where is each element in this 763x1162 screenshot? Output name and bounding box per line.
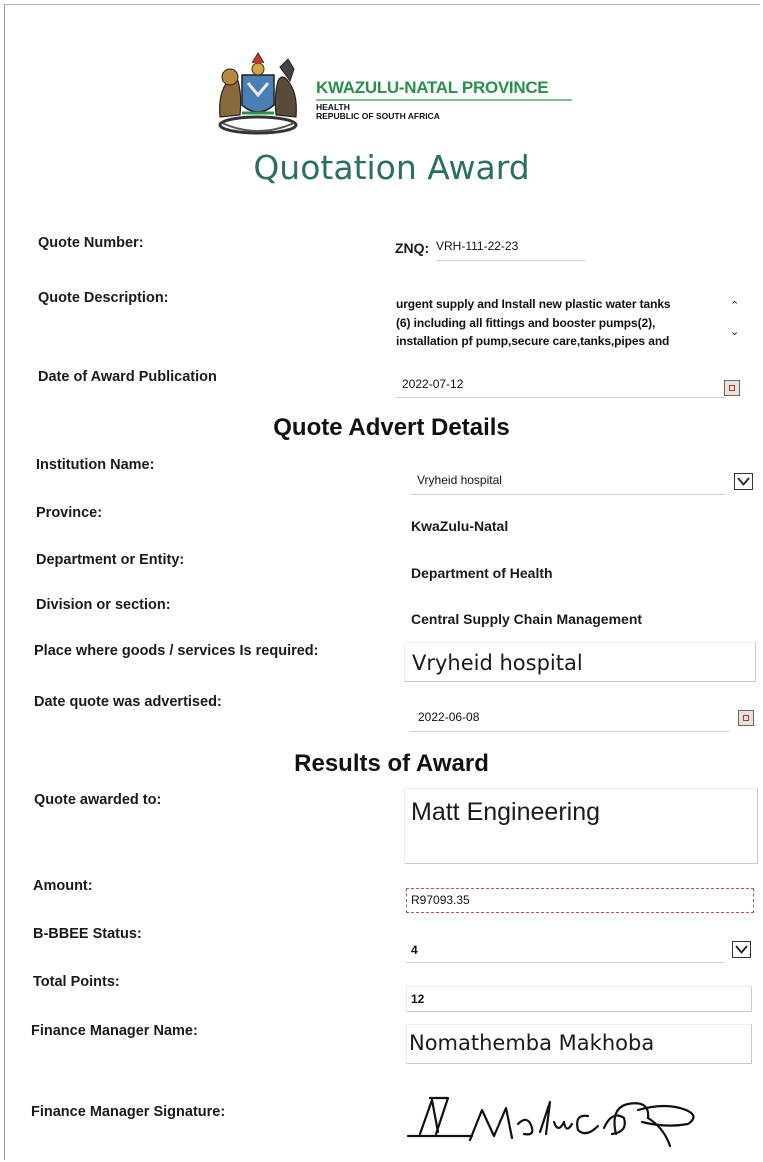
bbbee-underline xyxy=(406,962,724,963)
department-name xyxy=(316,103,440,121)
division-label: Division or section: xyxy=(36,597,171,613)
amount-label: Amount: xyxy=(33,878,93,894)
bbbee-dropdown-button[interactable] xyxy=(732,941,751,958)
department-label: HEALTH xyxy=(316,102,350,112)
signature-label: Finance Manager Signature: xyxy=(31,1104,226,1120)
total-points-label: Total Points: xyxy=(33,974,120,990)
quote-number-underline xyxy=(436,260,586,261)
chevron-down-icon xyxy=(737,477,750,486)
quote-description-label: Quote Description: xyxy=(38,290,169,306)
description-line: urgent supply and Install new plastic water tanks xyxy=(396,297,671,311)
finance-manager-value: Nomathemba Makhoba xyxy=(409,1031,655,1055)
awarded-to-label: Quote awarded to: xyxy=(34,792,162,808)
bbbee-select[interactable]: 4 xyxy=(411,943,418,957)
place-value: Vryheid hospital xyxy=(412,651,583,675)
quote-description-field[interactable] xyxy=(396,295,726,351)
coat-of-arms-icon xyxy=(212,47,304,137)
advertised-date-label: Date quote was advertised: xyxy=(34,694,222,710)
advertised-date-underline xyxy=(410,731,730,732)
section-title-results: Results of Award xyxy=(294,750,489,777)
calendar-icon[interactable] xyxy=(738,710,754,726)
calendar-icon[interactable] xyxy=(724,380,740,396)
province-value: KwaZulu-Natal xyxy=(411,518,509,534)
description-scrollbar[interactable] xyxy=(730,300,739,338)
place-label: Place where goods / services Is required: xyxy=(34,643,319,659)
total-points-field[interactable] xyxy=(406,986,752,1012)
institution-underline xyxy=(410,494,726,495)
amount-value: R97093.35 xyxy=(411,893,470,907)
handwritten-signature xyxy=(402,1088,732,1158)
advertised-date-field[interactable]: 2022-06-08 xyxy=(418,710,480,724)
publication-date-field[interactable]: 2022-07-12 xyxy=(402,377,464,391)
quote-number-field[interactable]: VRH-111-22-23 xyxy=(436,239,519,253)
scroll-up-icon[interactable]: ⌃ xyxy=(730,300,740,312)
institution-select[interactable]: Vryheid hospital xyxy=(417,473,502,487)
description-line: installation pf pump,secure care,tanks,pipes and xyxy=(396,334,670,348)
description-line: (6) including all fittings and booster pumps(2), xyxy=(396,315,656,330)
department-value: Department of Health xyxy=(411,565,553,581)
division-value: Central Supply Chain Management xyxy=(411,611,643,627)
total-points-value: 12 xyxy=(411,992,425,1006)
publication-date-label: Date of Award Publication xyxy=(38,369,217,385)
header-divider xyxy=(316,99,572,101)
quote-number-label: Quote Number: xyxy=(38,235,144,251)
finance-manager-label: Finance Manager Name: xyxy=(31,1023,198,1039)
page-title: Quotation Award xyxy=(253,148,530,187)
awarded-to-value: Matt Engineering xyxy=(411,798,601,826)
department-label: Department or Entity: xyxy=(36,552,185,568)
chevron-down-icon xyxy=(735,945,748,954)
province-name: KWAZULU-NATAL PROVINCE xyxy=(316,78,549,97)
country-label: REPUBLIC OF SOUTH AFRICA xyxy=(316,111,440,121)
institution-dropdown-button[interactable] xyxy=(734,473,753,490)
section-title-advert: Quote Advert Details xyxy=(273,414,510,441)
institution-label: Institution Name: xyxy=(36,457,155,473)
scroll-down-icon[interactable]: ⌄ xyxy=(730,326,740,338)
quote-number-prefix: ZNQ: xyxy=(395,240,430,256)
province-label: Province: xyxy=(36,505,103,521)
publication-date-underline xyxy=(396,397,726,398)
bbbee-label: B-BBEE Status: xyxy=(33,926,142,942)
